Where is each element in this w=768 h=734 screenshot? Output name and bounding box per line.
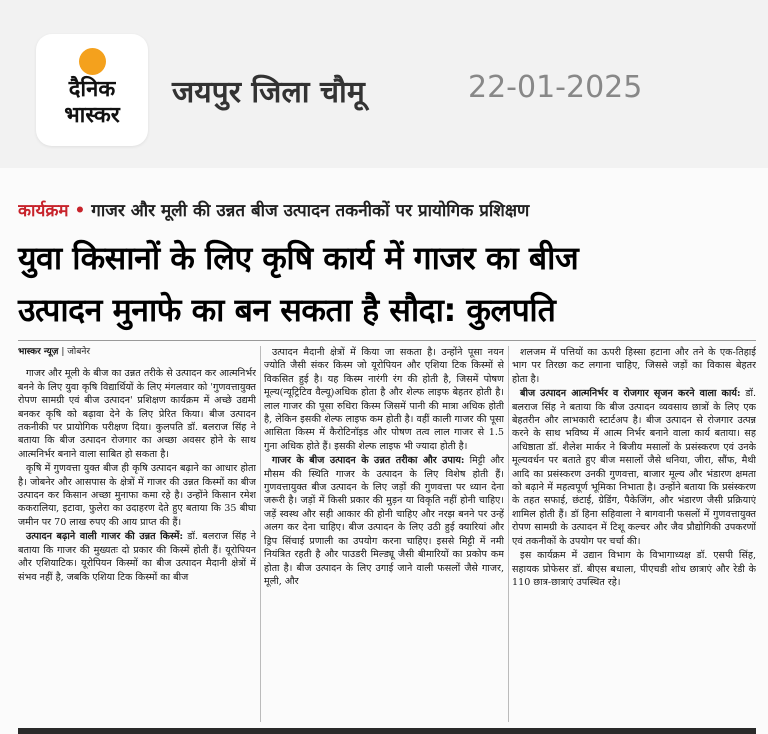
next-article-edge: [18, 728, 756, 734]
logo-text-line1: दैनिक: [68, 77, 116, 102]
byline: [18, 346, 256, 359]
paragraph: [18, 530, 256, 584]
headline-line2: उत्पादन मुनाफे का बन सकता है सौदा: कुलपति: [18, 291, 556, 329]
article-column-1: [18, 346, 256, 726]
byline-source: भास्कर न्यूज़: [18, 347, 59, 357]
headline-rule: [18, 340, 756, 341]
paragraph: उत्पादन मैदानी क्षेत्रों में किया जा सकता है। उन्होंने पूसा नयन ज्योति जैसी संकर किस्म जो यूरोपियन और एशिया टिक किस्मों से विकसित हुई है। यह किस्म नारंगी रंग की होती है, जिसमें पोषण मूल्य(न्यूट्रिटिव वैल्यू)अधिक होता है और शेल्फ लाइफ बेहतर होती है। लाल गाजर की पूसा रुधिरा किस्म जिसमें पानी की मात्रा अधिक होती है, लेकिन इसकी शेल्फ लाइफ कम होती है। वहीं काली गाजर की पूसा आसिता किस्म में कैरोटिनॉइड और पोषण तत्व लाल गाजर से 1.5 गुना अधिक होते हैं। इसकी शेल्फ लाइफ भी ज्यादा होती है।: [264, 347, 504, 452]
paragraph: [264, 454, 504, 588]
dainik-bhaskar-logo: [36, 34, 148, 146]
page-header: [0, 0, 768, 168]
paragraph: गाजर और मूली के बीज का उन्नत तरीके से उत्पादन कर आत्मनिर्भर बनने के लिए युवा कृषि विद्यार्थियों के लिए मंगलवार को 'गुणवत्तायुक्त रोपण सामग्री एवं बीज उत्पादन' प्रशिक्षण कार्यक्रम में अच्छे उद्यमी बनकर कृषि को बढ़ावा देने के लिए प्रेरित किया। बीज उत्पादन तकनीकी पर प्रायोगिक परीक्षण दिया। कुलपति डॉ. बलराज सिंह ने बताया कि बीज उत्पादन रोजगार का अच्छा अवसर होने के साथ आत्मनिर्भर बनाने वाला साबित हो सकता है।: [18, 368, 256, 460]
column-divider: [260, 346, 261, 722]
article-column-2: [264, 346, 504, 726]
subheading: गाजर के बीज उत्पादन के उन्नत तरीका और उपाय:: [272, 455, 465, 467]
article-column-3: [512, 346, 756, 726]
paragraph-text: डॉ. बलराज सिंह ने बताया कि गाजर की मुख्यतः दो प्रकार की किस्में होती हैं। यूरोपियन और एशियाटिक। यूरोपियन किस्मों का बीज उत्पादन मैदानी क्षेत्रों में संभव नहीं है, जबकि एशिया टिक किस्मों का बीज: [18, 531, 256, 583]
paragraph-text: मिट्टी और मौसम की स्थिति गाजर के उत्पादन के लिए विशेष होती हैं। गुणवत्तायुक्त बीज उत्पादन के लिए जड़ों की गुणवत्ता पर ध्यान देना जरूरी है। जड़ों में किसी प्रकार की मुड़न या विकृति नहीं होनी चाहिए। जड़ें स्वस्थ और सही आकार की होनी चाहिए और नरझ बनने पर उन्हें अलग कर देना चाहिए। बीज उत्पादन के लिए उठी हुई क्यारियां और ड्रिप सिंचाई प्रणाली का उपयोग करना चाहिए। इससे मिट्टी में नमी नियंत्रित रहती है और पाउडरी मिल्ड्यू जैसी बीमारियों का प्रकोप कम होता है। बीज उत्पादन के लिए उगाई जाने वाली फसलों जैसे गाजर, मूली, और: [264, 455, 504, 587]
paragraph: कृषि में गुणवत्ता युक्त बीज ही कृषि उत्पादन बढ़ाने का आधार होता है। जोबनेर और आसपास के क्षेत्रों में गाजर की उन्नत किस्मों का बीज उत्पादन कर किसान अच्छा मुनाफा कमा रहे है। उन्होंने किसान रमेश ककरालिया, इटावा, फुलेरा का उदाहरण देते हुए बताया कि 35 बीघा जमीन पर 70 लाख रुपए की आय प्राप्त की हैं।: [18, 463, 256, 528]
byline-place: | जोबनेर: [58, 347, 91, 357]
column-divider: [508, 346, 509, 722]
headline-line1: युवा किसानों के लिए कृषि कार्य में गाजर का बीज: [18, 239, 579, 277]
sun-icon: [79, 48, 106, 75]
paragraph: इस कार्यक्रम में उद्यान विभाग के विभागाध्यक्ष डॉ. एसपी सिंह, सहायक प्रोफेसर डॉ. बीएस बधाला, पीएचडी शोध छात्राएं और रेडी के 110 छात्र-छात्राएं उपस्थित रहे।: [512, 550, 756, 588]
subheading: उत्पादन बढ़ाने वाली गाजर की उन्नत किस्में:: [26, 531, 184, 543]
article-kicker: [18, 198, 758, 221]
paragraph: शलजम में पत्तियों का ऊपरी हिस्सा हटाना और तने के एक-तिहाई भाग पर तिरछा कट लगाना चाहिए, जिससे जड़ों का विकास बेहतर होता है।: [512, 347, 756, 385]
kicker-tag: कार्यक्रम •: [18, 201, 86, 221]
kicker-text: गाजर और मूली की उन्नत बीज उत्पादन तकनीकों पर प्रायोगिक प्रशिक्षण: [85, 201, 530, 221]
subheading: बीज उत्पादन आत्मनिर्भर व रोजगार सृजन करने वाला कार्य:: [520, 388, 741, 400]
paragraph-text: डॉ. बलराज सिंह ने बताया कि बीज उत्पादन व्यवसाय छात्रों के लिए एक बेहतरीन और लाभकारी स्टार्टअप है। बीज उत्पादन से रोजगार उत्पन्न करने के साथ भविष्य में आत्म निर्भर बनाने वाला कार्य बताया। सह अधिष्ठाता डॉ. शैलेश मार्कर ने बिजीय मसालों के प्रसंस्करण एवं उनके मूल्यवर्धन पर बताते हुए बीज मसालों जैसे धनिया, जीरा, सौंफ, मैथी आदि का प्रसंस्करण उनकी गुणवत्ता, बाजार मूल्य और भंडारण क्षमता को बढ़ाने में महत्वपूर्ण भूमिका निभाता है। उन्होंने बताया कि प्रसंस्करण के तहत सफाई, छंटाई, ग्रेडिंग, पैकेजिंग, और भंडारण जैसी प्रक्रियाएं शामिल होती हैं। डॉ हिना सहिवाला ने बागवानी फसलों में गुणवत्तायुक्त रोपण सामग्री के उत्पादन में टिशू कल्चर और जैव प्रौद्योगिकी उपकरणों एवं तकनीकों के उपयोग पर चर्चा की।: [512, 388, 756, 547]
logo-text-line2: भास्कर: [64, 103, 120, 128]
edition-date: 22-01-2025: [468, 70, 643, 105]
paragraph: [512, 387, 756, 548]
edition-place: जयपुर जिला चौमू: [172, 75, 365, 110]
